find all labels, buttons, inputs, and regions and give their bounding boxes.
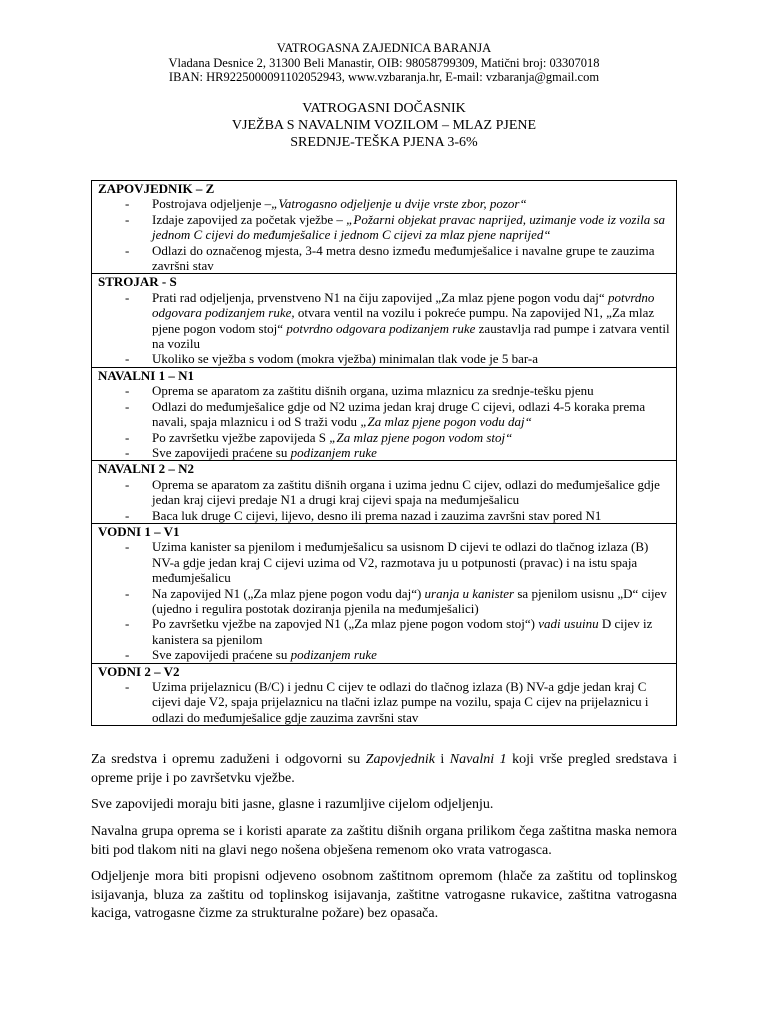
text-run: Uzima kanister sa pjenilom i međumješalicu sa usisnom D cijevi te odlazi do tlačnog izlaza (B) NV-a gdje jedan kraj C cijevi uzima od V2, razmotava ju u potpunosti (pravac) i na istu spaja međumješalicu [152, 539, 649, 586]
role-task-item [98, 243, 670, 274]
text-run: Oprema se aparatom za zaštitu dišnih organa, uzima mlaznicu za srednje-tešku pjenu [152, 383, 594, 399]
task-text [152, 430, 670, 445]
bullet-dash: - [125, 507, 130, 523]
role-task-item [98, 679, 670, 725]
text-run: D cijev iz kanistera sa pjenilom [152, 616, 653, 647]
header-org: VATROGASNA ZAJEDNICA BARANJA [276, 41, 492, 55]
role-title: NAVALNI 2 – N2 [98, 461, 194, 477]
role-cell [92, 367, 677, 460]
role-task-item [98, 445, 670, 460]
bullet-dash: - [125, 242, 130, 258]
paragraph-protective-gear [91, 868, 677, 924]
text-run: „Vatrogasno odjeljenje u dvije vrste zbor, pozor“ [271, 196, 527, 212]
role-task-item [98, 290, 670, 352]
text-run: Navalna grupa oprema se i koristi aparate za zaštitu dišnih organa prilikom čega zaštitna maska nemora biti pod tlakom niti na glavi nego nošena obješena remenom oko vrata vatrogasca. [91, 824, 677, 858]
text-run: Odlazi do označenog mjesta, 3-4 metra desno između međumješalice i navalne grupe te zauzima završni stav [152, 242, 655, 274]
role-task-item [98, 212, 670, 243]
bullet-dash: - [125, 398, 130, 414]
text-run: Sve zapovijedi moraju biti jasne, glasne i razumljive cijelom odjeljenju. [91, 797, 494, 812]
role-task-item [98, 196, 670, 211]
bullet-dash: - [125, 647, 130, 663]
task-text [152, 399, 670, 430]
text-run: Baca luk druge C cijevi, lijevo, desno ili prema nazad i zauzima završni stav pored N1 [152, 507, 602, 523]
role-task-item [98, 351, 670, 366]
text-run: zaustavlja rad pumpe i zatvara ventil na vozilu [152, 320, 670, 352]
bullet-dash: - [125, 211, 130, 227]
text-run: potvrdno odgovara podizanjem ruke [286, 320, 476, 336]
task-text [152, 647, 670, 662]
text-run: Zapovjednik [365, 752, 435, 767]
text-run: Sve zapovijedi praćene su [152, 647, 291, 663]
role-title: STROJAR - S [98, 274, 177, 290]
role-row [92, 367, 677, 460]
task-text [152, 539, 670, 585]
paragraph-commands [91, 796, 677, 815]
text-run: i [434, 752, 450, 767]
task-text [152, 383, 670, 398]
doc-title-line3: SREDNJE-TEŠKA PJENA 3-6% [290, 135, 478, 150]
text-run: Navalni 1 [449, 752, 507, 767]
task-text [152, 586, 670, 617]
text-run: „Za mlaz pjene pogon vodu daj“ [360, 414, 532, 430]
text-run: Ukoliko se vježba s vodom (mokra vježba) minimalan tlak vode je 5 bar-a [152, 351, 539, 367]
role-row [92, 274, 677, 367]
header-address: Vladana Desnice 2, 31300 Beli Manastir, OIB: 98058799309, Matični broj: 03307018 [168, 56, 600, 70]
paragraph-breathing-apparatus [91, 823, 677, 860]
role-task-item [98, 430, 670, 445]
role-cell [92, 663, 677, 726]
task-text [152, 616, 670, 647]
text-run: Za sredstva i opremu zaduženi i odgovorni su [91, 752, 366, 767]
text-run: podizanjem ruke [290, 647, 377, 663]
header-contact: IBAN: HR9225000091102052943, www.vzbaranja.hr, E-mail: vzbaranja@gmail.com [168, 70, 600, 84]
bullet-dash: - [125, 196, 130, 212]
text-run: otvara ventil na vozilu i pokreće pumpu. Na zapovijed N1, „Za mlaz pjene pogon vodom stoj“ [152, 305, 655, 336]
task-text [152, 351, 670, 366]
role-row [92, 663, 677, 726]
role-task-item [98, 647, 670, 662]
text-run: koji vrše pregled sredstava i opreme prije i po završetvku vježbe. [91, 752, 678, 786]
text-run: Po završetku vježbe na zapovjed N1 („Za mlaz pjene pogon vodom stoj“) [152, 616, 539, 632]
task-text [152, 196, 670, 211]
text-run: Uzima prijelaznicu (B/C) i jednu C cijev te odlazi do tlačnog izlaza (B) NV-a gdje jedan kraj C cijevi daje V2, spaja prijelaznicu na tlačni izlaz pumpe na vozilu, spaja C cijev na prijelaznicu i odlazi do međumješalice gdje zauzima završni stav [152, 679, 649, 725]
text-run: „Požarni objekat pravac naprijed, uzimanje vode iz vozila sa jednom C cijevi do međumješalice i jednom C cijevi za mlaz pjene naprijed“ [152, 211, 666, 243]
doc-title-line1: VATROGASNI DOČASNIK [302, 101, 466, 116]
role-row [92, 181, 677, 274]
task-text [152, 508, 670, 523]
task-text [152, 290, 670, 352]
role-title: VODNI 1 – V1 [98, 523, 180, 539]
task-text [152, 679, 670, 725]
text-run: Izdaje zapovijed za početak vježbe – [152, 211, 347, 227]
task-text [152, 243, 670, 274]
text-run: vadi usuinu [538, 616, 599, 632]
text-run: „Za mlaz pjene pogon vodom stoj“ [329, 429, 513, 445]
bullet-dash: - [125, 444, 130, 460]
role-cell [92, 461, 677, 524]
role-task-item [98, 539, 670, 585]
role-cell [92, 523, 677, 663]
roles-table [91, 180, 677, 726]
bullet-dash: - [125, 383, 130, 399]
role-title: NAVALNI 1 – N1 [98, 367, 194, 383]
role-title: VODNI 2 – V2 [98, 663, 180, 679]
bullet-dash: - [125, 679, 130, 694]
role-task-list [98, 290, 670, 367]
role-task-list [98, 679, 670, 725]
bullet-dash: - [125, 585, 130, 601]
doc-title-line2: VJEŽBA S NAVALNIM VOZILOM – MLAZ PJENE [231, 118, 537, 133]
text-run: Po završetku vježbe zapovijeda S [152, 429, 330, 445]
paragraph-responsibility [91, 751, 677, 788]
text-run: uranja u kanister [424, 585, 515, 601]
text-run: potvrdno odgovara podizanjem ruke, [152, 289, 655, 321]
role-task-item [98, 586, 670, 617]
role-task-list [98, 539, 670, 662]
role-task-item [98, 616, 670, 647]
task-text [152, 212, 670, 243]
text-run: Odlazi do međumješalice gdje od N2 uzima jedan kraj druge C cijevi, odlazi 4-5 koraka prema navali, spaja mlaznicu i od S traži vodu [152, 398, 646, 430]
bullet-dash: - [125, 476, 130, 492]
role-cell [92, 274, 677, 367]
task-text [152, 445, 670, 460]
role-task-item [98, 477, 670, 508]
text-run: Postrojava odjeljenje – [152, 196, 272, 212]
role-cell [92, 181, 677, 274]
role-task-item [98, 508, 670, 523]
role-task-list [98, 196, 670, 273]
text-run: Na zapovijed N1 („Za mlaz pjene pogon vodu daj“) [152, 585, 425, 601]
role-task-item [98, 383, 670, 398]
text-run: Oprema se aparatom za zaštitu dišnih organa i uzima jednu C cijev, odlazi do međumješalice gdje jedan kraj cijevi predaje N1 a drugi kraj cijevi spaja na međumješalicu [152, 476, 660, 508]
role-title: ZAPOVJEDNIK – Z [98, 181, 215, 196]
role-row [92, 461, 677, 524]
text-run: Odjeljenje mora biti propisni odjeveno osobnom zaštitnom opremom (hlače za zaštitu od toplinskog isijavanja, bluza za zaštitu od toplinskog isijavanja, zaštitne vatrogasne rukavice, zaštitna vatrogasna kaciga, vatrogasne čizme za strukturalne požare) bez opasača. [91, 869, 677, 921]
bullet-dash: - [125, 429, 130, 445]
role-task-list [98, 477, 670, 523]
role-row [92, 523, 677, 663]
bullet-dash: - [125, 539, 130, 555]
role-task-item [98, 399, 670, 430]
text-run: Prati rad odjeljenja, prvenstveno N1 na čiju zapovijed „Za mlaz pjene pogon vodu daj“ [152, 289, 608, 305]
task-text [152, 477, 670, 508]
text-run: sa pjenilom usisnu „D“ cijev (ujedno i regulira postotak doziranja pjenila na međumješalici) [152, 585, 667, 616]
text-run: podizanjem ruke [290, 444, 377, 460]
role-task-list [98, 383, 670, 460]
bullet-dash: - [125, 616, 130, 632]
bullet-dash: - [125, 289, 130, 305]
text-run: Sve zapovijedi praćene su [152, 444, 291, 460]
bullet-dash: - [125, 351, 130, 367]
